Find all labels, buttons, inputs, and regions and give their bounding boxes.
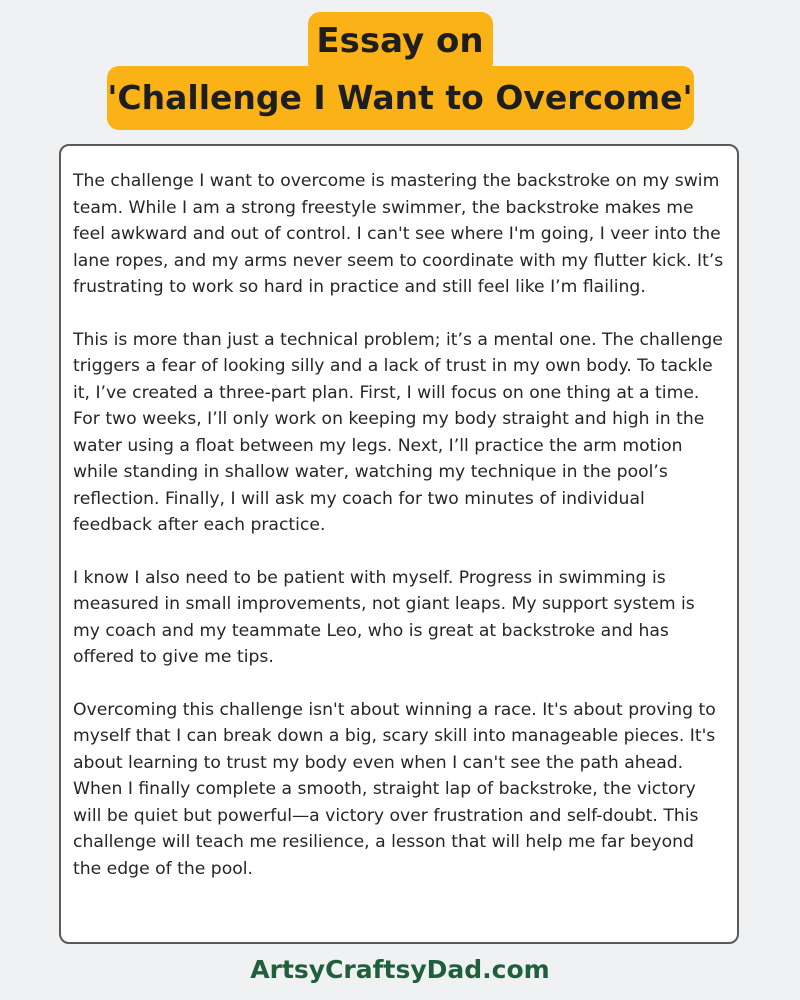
essay-paragraph-3: I know I also need to be patient with myself. Progress in swimming is measured in small improvements, not giant leaps. My support system is my coach and my teammate Leo, who is great at backstroke and has offered to give me tips. [73,567,695,667]
footer-site-name: ArtsyCraftsyDad.com [250,955,550,984]
page-title-line-2: 'Challenge I Want to Overcome' [107,78,693,117]
essay-paragraph-1: The challenge I want to overcome is mastering the backstroke on my swim team. While I am a strong freestyle swimmer, the backstroke makes me feel awkward and out of control. I can't see where I'm going, I veer into the lane ropes, and my arms never seem to coordinate with my flutter kick. It’s frustrating to work so hard in practice and still feel like I’m flailing. [73,171,724,297]
page-title-line-1: Essay on [316,21,484,61]
title-banner [0,0,800,140]
essay-paragraph-4: Overcoming this challenge isn't about winning a race. It's about proving to myself that I can break down a big, scary skill into manageable pieces. It's about learning to trust my body even when I can't see the path ahead. When I finally complete a smooth, straight lap of backstroke, the victory will be quiet but powerful—a victory over frustration and self-doubt. This challenge will teach me resilience, a lesson that will help me far beyond the edge of the pool. [73,699,716,879]
essay-paragraph-2: This is more than just a technical problem; it’s a mental one. The challenge triggers a fear of looking silly and a lack of trust in my own body. To tackle it, I’ve created a three-part plan. First, I will focus on one thing at a time. For two weeks, I’ll only work on keeping my body straight and high in the water using a float between my legs. Next, I’ll practice the arm motion while standing in shallow water, watching my technique in the pool’s reflection. Finally, I will ask my coach for two minutes of individual feedback after each practice. [73,329,723,535]
essay-box [59,144,739,944]
